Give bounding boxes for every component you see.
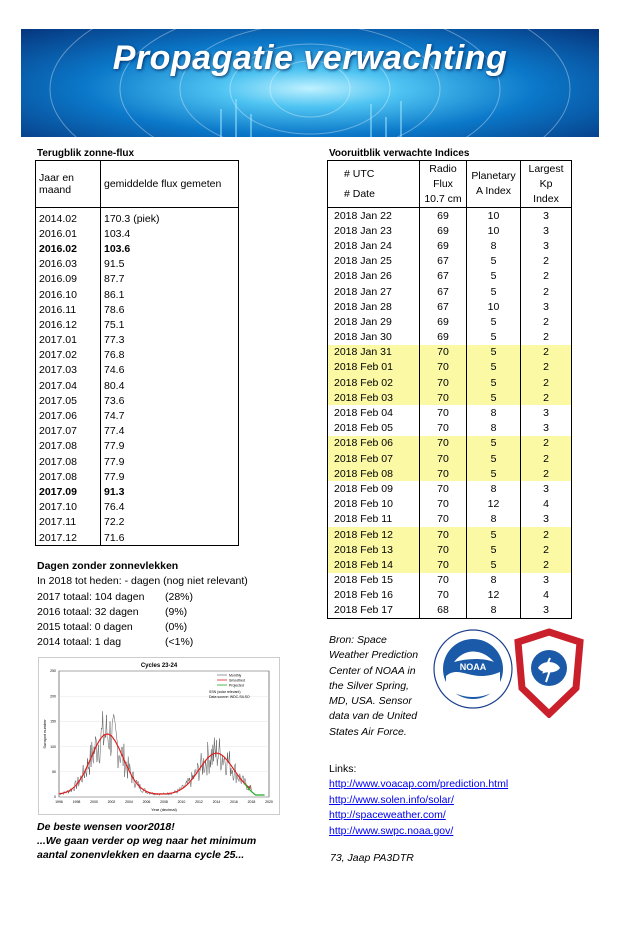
sunspot-days-title: Dagen zonder zonnevlekken — [37, 560, 179, 572]
indices-kp-index: 3 — [543, 574, 549, 587]
flux-value: 77.9 — [104, 440, 125, 453]
flux-month: 2017.08 — [36, 469, 101, 484]
link-spaceweather[interactable]: http://spaceweather.com/ — [329, 809, 446, 822]
x-tick-label: 2006 — [142, 800, 151, 804]
indices-a-index: 8 — [467, 512, 521, 527]
indices-date: 2018 Jan 30 — [328, 330, 420, 345]
indices-date: 2018 Feb 06 — [328, 436, 420, 451]
indices-row — [328, 330, 572, 345]
header-banner — [21, 29, 599, 137]
indices-a-index: 5 — [467, 436, 521, 451]
flux-row — [36, 348, 239, 363]
flux-value: 80.4 — [104, 379, 125, 392]
indices-radio-flux: 69 — [420, 208, 467, 224]
y-tick-label: 100 — [50, 744, 56, 749]
indices-a-index: 12 — [467, 588, 521, 603]
indices-a-index: 5 — [467, 390, 521, 405]
indices-row — [328, 466, 572, 481]
legend-projected: Projected — [229, 683, 244, 688]
legend-monthly: Monthly — [229, 673, 242, 678]
flux-month: 2017.09 — [36, 484, 101, 499]
wishes-text — [37, 820, 256, 862]
indices-row — [328, 527, 572, 542]
indices-date: 2018 Jan 25 — [328, 254, 420, 269]
indices-kp-index: 3 — [543, 422, 549, 435]
flux-month: 2017.12 — [36, 530, 101, 546]
indices-kp-index: 3 — [543, 513, 549, 526]
indices-kp-index: 2 — [521, 451, 572, 466]
indices-kp-index: 2 — [543, 255, 549, 268]
flux-row — [36, 530, 239, 546]
indices-date: 2018 Jan 29 — [328, 314, 420, 329]
signature: 73, Jaap PA3DTR — [330, 852, 414, 864]
indices-row — [328, 481, 572, 496]
indices-radio-flux: 70 — [420, 390, 467, 405]
indices-row — [328, 557, 572, 572]
indices-row — [328, 497, 572, 512]
flux-row — [36, 439, 239, 454]
indices-date: 2018 Jan 24 — [328, 238, 420, 253]
indices-header-date: # Date — [344, 188, 375, 200]
indices-radio-flux: 69 — [420, 223, 467, 238]
indices-date: 2018 Feb 16 — [328, 588, 420, 603]
indices-radio-flux: 70 — [420, 436, 467, 451]
flux-value: 77.4 — [104, 425, 125, 438]
y-tick-label: 50 — [52, 770, 56, 774]
chart-ylabel: Sunspot number — [42, 719, 47, 749]
flux-value: 77.9 — [104, 470, 125, 483]
flux-month: 2016.10 — [36, 287, 101, 302]
flux-value: 76.4 — [104, 501, 125, 514]
indices-row — [328, 284, 572, 299]
indices-date: 2018 Feb 10 — [328, 497, 420, 512]
indices-date: 2018 Feb 09 — [328, 481, 420, 496]
flux-row — [36, 363, 239, 378]
flux-month: 2017.08 — [36, 454, 101, 469]
flux-month: 2016.03 — [36, 257, 101, 272]
solar-cycle-chart — [38, 657, 280, 815]
flux-month: 2016.01 — [36, 226, 101, 241]
indices-radio-flux: 70 — [420, 421, 467, 436]
links-block — [329, 762, 508, 839]
x-tick-label: 2012 — [195, 800, 203, 804]
flux-row — [36, 241, 239, 256]
indices-a-index: 5 — [467, 542, 521, 557]
indices-radio-flux: 70 — [420, 345, 467, 360]
flux-month: 2017.02 — [36, 348, 101, 363]
indices-a-index: 10 — [467, 223, 521, 238]
indices-kp-index: 2 — [521, 345, 572, 360]
indices-kp-index: 2 — [543, 331, 549, 344]
indices-a-index: 5 — [467, 466, 521, 481]
indices-date: 2018 Feb 08 — [328, 466, 420, 481]
indices-date: 2018 Feb 07 — [328, 451, 420, 466]
wishes-line: ...We gaan verder op weg naar het minimum — [37, 835, 257, 847]
indices-row — [328, 573, 572, 588]
indices-kp-index: 2 — [521, 557, 572, 572]
flux-value: 87.7 — [104, 273, 125, 286]
indices-row — [328, 208, 572, 224]
indices-radio-flux: 70 — [420, 481, 467, 496]
indices-row — [328, 238, 572, 253]
nws-logo — [514, 628, 584, 718]
flux-value: 103.4 — [104, 227, 131, 240]
source-note: Bron: Space Weather Prediction Center of NOAA in the Silver Spring, MD, USA. Sensor data van de United States Air Force. — [329, 634, 419, 738]
chart-note-source: Data source: WDC-SILSO — [209, 695, 250, 699]
indices-row — [328, 436, 572, 451]
indices-kp-index: 2 — [521, 466, 572, 481]
flux-row — [36, 272, 239, 287]
indices-row — [328, 360, 572, 375]
indices-a-index: 5 — [467, 345, 521, 360]
indices-date: 2018 Jan 22 — [328, 208, 420, 224]
indices-header-rf2: 10.7 cm — [424, 192, 462, 205]
indices-a-index: 10 — [467, 208, 521, 224]
x-tick-label: 1998 — [72, 800, 81, 804]
indices-a-index: 5 — [467, 330, 521, 345]
flux-value: 71.6 — [104, 531, 125, 544]
indices-row — [328, 512, 572, 527]
indices-header-rf1: Radio Flux — [429, 162, 457, 190]
indices-a-index: 8 — [467, 238, 521, 253]
indices-kp-index: 2 — [521, 542, 572, 557]
indices-date: 2018 Feb 11 — [328, 512, 420, 527]
flux-value: 170.3 (piek) — [104, 212, 160, 225]
indices-a-index: 8 — [467, 481, 521, 496]
indices-date: 2018 Feb 13 — [328, 542, 420, 557]
flux-value: 75.1 — [104, 318, 125, 331]
links-title: Links: — [329, 763, 357, 775]
indices-radio-flux: 70 — [420, 451, 467, 466]
solar-cycle-plot — [39, 658, 279, 814]
sunspot-days-pct: (28%) — [165, 590, 194, 603]
x-tick-label: 2000 — [90, 800, 98, 804]
indices-row — [328, 269, 572, 284]
link-swpc[interactable]: http://www.swpc.noaa.gov/ — [329, 824, 454, 837]
flux-row — [36, 424, 239, 439]
indices-radio-flux: 70 — [420, 405, 467, 420]
flux-value: 103.6 — [104, 242, 131, 255]
flux-row — [36, 302, 239, 317]
flux-month: 2017.03 — [36, 363, 101, 378]
indices-a-index: 5 — [467, 314, 521, 329]
indices-row — [328, 390, 572, 405]
indices-a-index: 10 — [467, 299, 521, 314]
flux-value: 72.2 — [104, 516, 125, 529]
indices-table — [327, 160, 572, 619]
link-voacap[interactable]: http://www.voacap.com/prediction.html — [329, 778, 509, 791]
flux-value: 74.7 — [104, 410, 125, 423]
flux-row — [36, 393, 239, 408]
x-tick-label: 2008 — [160, 800, 168, 804]
indices-radio-flux: 70 — [420, 542, 467, 557]
flux-row — [36, 484, 239, 499]
wishes-line: De beste wensen voor2018! — [37, 821, 175, 833]
flux-row — [36, 226, 239, 241]
flux-month: 2016.09 — [36, 272, 101, 287]
indices-row — [328, 542, 572, 557]
flux-value: 77.9 — [104, 455, 125, 468]
flux-value: 73.6 — [104, 394, 125, 407]
indices-row — [328, 375, 572, 390]
flux-row — [36, 500, 239, 515]
indices-row — [328, 603, 572, 619]
flux-row — [36, 287, 239, 302]
flux-value: 78.6 — [104, 303, 125, 316]
indices-radio-flux: 70 — [420, 375, 467, 390]
indices-date: 2018 Feb 04 — [328, 405, 420, 420]
sunspot-days-item: 2014 totaal: 1 dag — [37, 636, 122, 649]
y-tick-label: 150 — [50, 719, 56, 724]
flux-month: 2014.02 — [36, 208, 101, 227]
indices-radio-flux: 69 — [420, 238, 467, 253]
sunspot-days-line: In 2018 tot heden: - dagen (nog niet relevant) — [37, 575, 248, 588]
sunspot-days-pct: (0%) — [165, 621, 188, 634]
indices-date: 2018 Feb 14 — [328, 557, 420, 572]
indices-radio-flux: 70 — [420, 557, 467, 572]
indices-date: 2018 Feb 15 — [328, 573, 420, 588]
flux-header-value: gemiddelde flux gemeten — [101, 161, 239, 208]
indices-row — [328, 299, 572, 314]
flux-row — [36, 257, 239, 272]
indices-kp-index: 2 — [543, 315, 549, 328]
sunspot-days-item: 2015 totaal: 0 dagen — [37, 621, 133, 634]
x-tick-label: 2014 — [212, 800, 221, 804]
chart-xlabel: Year (decimal) — [151, 807, 177, 812]
flux-value: 91.5 — [104, 258, 125, 271]
indices-row — [328, 223, 572, 238]
legend-smoothed: Smoothed — [229, 678, 245, 683]
indices-date: 2018 Feb 17 — [328, 603, 420, 619]
flux-row — [36, 454, 239, 469]
indices-row — [328, 588, 572, 603]
x-tick-label: 2002 — [107, 800, 116, 804]
indices-date: 2018 Feb 03 — [328, 390, 420, 405]
flux-month: 2017.04 — [36, 378, 101, 393]
noaa-logo-text: NOAA — [459, 662, 487, 672]
indices-radio-flux: 70 — [420, 360, 467, 375]
indices-a-index: 8 — [467, 405, 521, 420]
flux-value: 77.3 — [104, 334, 125, 347]
flux-value: 76.8 — [104, 349, 125, 362]
indices-kp-index: 3 — [543, 239, 549, 252]
indices-kp-index: 2 — [521, 390, 572, 405]
x-tick-label: 2016 — [230, 800, 238, 804]
indices-a-index: 5 — [467, 269, 521, 284]
flux-month: 2017.05 — [36, 393, 101, 408]
chart-note-ssn: SSN (solar relevant) — [209, 690, 241, 694]
flux-month: 2016.02 — [36, 241, 101, 256]
indices-a-index: 5 — [467, 557, 521, 572]
indices-radio-flux: 70 — [420, 497, 467, 512]
sunspot-days-item: 2016 totaal: 32 dagen — [37, 605, 139, 618]
indices-radio-flux: 70 — [420, 466, 467, 481]
indices-radio-flux: 69 — [420, 330, 467, 345]
flux-row — [36, 469, 239, 484]
flux-month: 2017.10 — [36, 500, 101, 515]
y-tick-label: 0 — [54, 795, 56, 800]
indices-date: 2018 Feb 05 — [328, 421, 420, 436]
flux-month: 2017.06 — [36, 408, 101, 423]
indices-date: 2018 Feb 01 — [328, 360, 420, 375]
indices-radio-flux: 70 — [420, 512, 467, 527]
x-tick-label: 2004 — [125, 800, 133, 804]
indices-date: 2018 Jan 27 — [328, 284, 420, 299]
flux-row — [36, 333, 239, 348]
flux-row — [36, 208, 239, 227]
flux-month: 2017.08 — [36, 439, 101, 454]
indices-radio-flux: 67 — [420, 299, 467, 314]
indices-radio-flux: 67 — [420, 269, 467, 284]
indices-kp-index: 3 — [543, 300, 549, 313]
flux-month: 2017.07 — [36, 424, 101, 439]
indices-row — [328, 254, 572, 269]
flux-value: 86.1 — [104, 288, 125, 301]
indices-header-a2: A Index — [475, 185, 512, 197]
flux-value: 74.6 — [104, 364, 125, 377]
indices-kp-index: 3 — [543, 407, 549, 420]
indices-radio-flux: 67 — [420, 254, 467, 269]
flux-month: 2017.11 — [36, 515, 101, 530]
flux-row — [36, 378, 239, 393]
indices-date: 2018 Feb 02 — [328, 375, 420, 390]
indices-kp-index: 3 — [543, 604, 549, 617]
indices-header-kp3: Index — [533, 192, 559, 205]
flux-row — [36, 515, 239, 530]
indices-row — [328, 345, 572, 360]
flux-row — [36, 408, 239, 423]
indices-kp-index: 3 — [543, 482, 549, 495]
link-solen[interactable]: http://www.solen.info/solar/ — [329, 793, 454, 806]
flux-table — [35, 160, 239, 546]
indices-kp-index: 2 — [521, 436, 572, 451]
indices-row — [328, 314, 572, 329]
indices-a-index: 5 — [467, 254, 521, 269]
indices-a-index: 5 — [467, 284, 521, 299]
sunspot-days-item: 2017 totaal: 104 dagen — [37, 590, 145, 603]
flux-header-month: Jaar en maand — [36, 161, 101, 208]
flux-row — [36, 317, 239, 332]
flux-month: 2017.01 — [36, 333, 101, 348]
indices-header-utc: # UTC — [344, 168, 375, 180]
indices-row — [328, 451, 572, 466]
flux-value: 91.3 — [104, 485, 125, 498]
sunspot-days-pct: (9%) — [165, 605, 188, 618]
y-tick-label: 250 — [50, 669, 56, 674]
indices-radio-flux: 70 — [420, 588, 467, 603]
y-tick-label: 200 — [50, 694, 56, 699]
indices-radio-flux: 68 — [420, 603, 467, 619]
indices-kp-index: 2 — [543, 270, 549, 283]
chart-title: Cycles 23-24 — [140, 663, 178, 669]
indices-kp-index: 2 — [521, 360, 572, 375]
indices-a-index: 8 — [467, 573, 521, 588]
indices-header-a1: Planetary — [471, 170, 516, 182]
wishes-line: aantal zonenvlekken en daarna cycle 25... — [37, 849, 245, 861]
indices-a-index: 5 — [467, 451, 521, 466]
indices-kp-index: 2 — [521, 527, 572, 542]
indices-section-title: Vooruitblik verwachte Indices — [329, 148, 470, 159]
page-title: Propagatie verwachting — [112, 39, 508, 77]
x-tick-label: 2018 — [247, 800, 256, 804]
indices-radio-flux: 67 — [420, 284, 467, 299]
sunspot-days-pct: (<1%) — [165, 636, 194, 649]
indices-a-index: 8 — [467, 603, 521, 619]
indices-date: 2018 Jan 28 — [328, 299, 420, 314]
indices-a-index: 5 — [467, 375, 521, 390]
x-tick-label: 1996 — [55, 800, 63, 804]
x-tick-label: 2010 — [177, 800, 186, 804]
indices-radio-flux: 70 — [420, 527, 467, 542]
indices-a-index: 5 — [467, 527, 521, 542]
x-tick-label: 2020 — [265, 800, 273, 804]
indices-radio-flux: 70 — [420, 573, 467, 588]
indices-date: 2018 Feb 12 — [328, 527, 420, 542]
flux-month: 2016.11 — [36, 302, 101, 317]
indices-kp-index: 4 — [543, 589, 549, 602]
indices-date: 2018 Jan 31 — [328, 345, 420, 360]
indices-kp-index: 4 — [543, 498, 549, 511]
indices-kp-index: 2 — [543, 285, 549, 298]
indices-a-index: 8 — [467, 421, 521, 436]
indices-header-kp1: Largest — [528, 162, 564, 175]
indices-header-kp2: Kp — [539, 177, 553, 190]
indices-radio-flux: 69 — [420, 314, 467, 329]
flux-section-title: Terugblik zonne-flux — [37, 148, 135, 159]
indices-kp-index: 2 — [521, 375, 572, 390]
sunspot-days-block — [37, 559, 248, 651]
indices-a-index: 5 — [467, 360, 521, 375]
indices-kp-index: 3 — [543, 209, 549, 222]
indices-date: 2018 Jan 26 — [328, 269, 420, 284]
noaa-logo — [432, 628, 514, 710]
indices-kp-index: 3 — [543, 224, 549, 237]
indices-row — [328, 405, 572, 420]
flux-month: 2016.12 — [36, 317, 101, 332]
indices-date: 2018 Jan 23 — [328, 223, 420, 238]
indices-a-index: 12 — [467, 497, 521, 512]
indices-row — [328, 421, 572, 436]
